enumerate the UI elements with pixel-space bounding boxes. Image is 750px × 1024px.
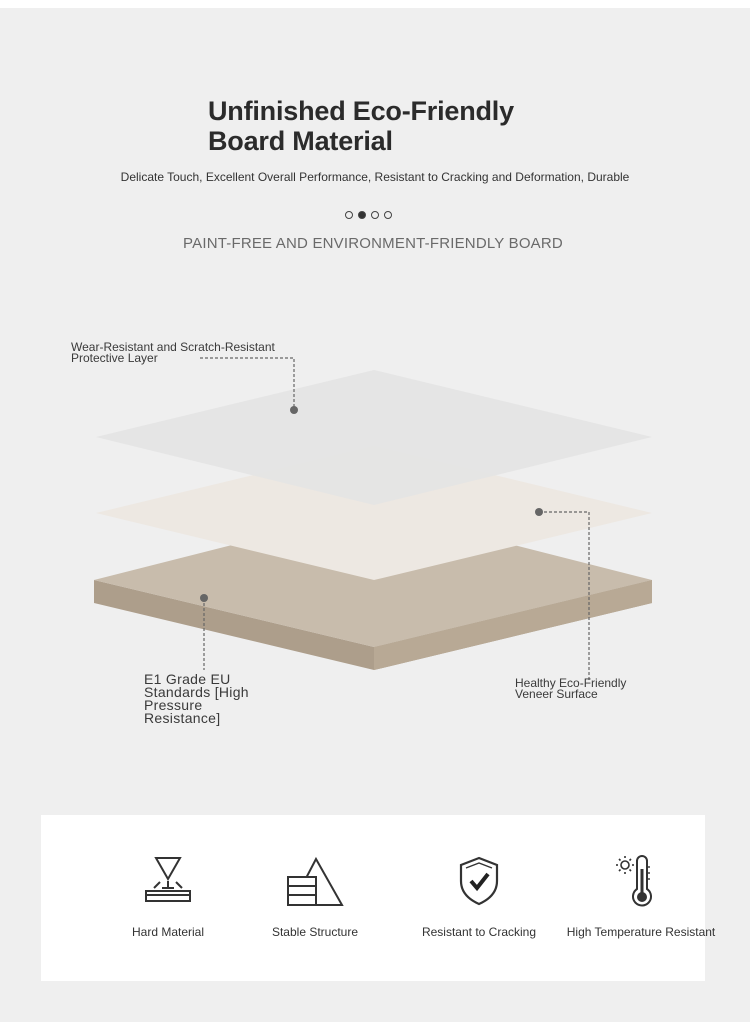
feature-resistant-cracking [417,855,541,939]
e1-leader-dot [200,594,208,602]
board-tagline: PAINT-FREE AND ENVIRONMENT-FRIENDLY BOARD [183,235,563,252]
thermometer-sun-icon [615,855,667,907]
protective-leader-dot [290,406,298,414]
feature-label: Hard Material [131,925,205,939]
feature-label: High Temperature Resistant [566,925,716,939]
title-line-2: Board Material [208,126,393,156]
page-subtitle: Delicate Touch, Excellent Overall Performance, Resistant to Cracking and Deformation, Durable [120,170,630,184]
e1-grade-label: E1 Grade EU Standards [High Pressure Resistance] [144,671,249,726]
veneer-leader-dot [535,508,543,516]
feature-stable-structure [267,855,363,939]
hard-material-icon [142,855,194,907]
feature-high-temperature [561,855,721,939]
stable-structure-icon [284,855,346,907]
protective-layer-label: Wear-Resistant and Scratch-Resistant Protective Layer [71,340,275,365]
feature-label: Stable Structure [271,925,359,939]
veneer-surface-label: Healthy Eco-Friendly Veneer Surface [515,676,627,701]
protective-layer [96,370,652,505]
shield-check-icon [457,855,501,907]
features-panel [41,815,716,981]
title-line-1: Unfinished Eco-Friendly [208,96,514,126]
feature-label: Resistant to Cracking [421,925,537,939]
feature-hard-material [127,855,209,939]
